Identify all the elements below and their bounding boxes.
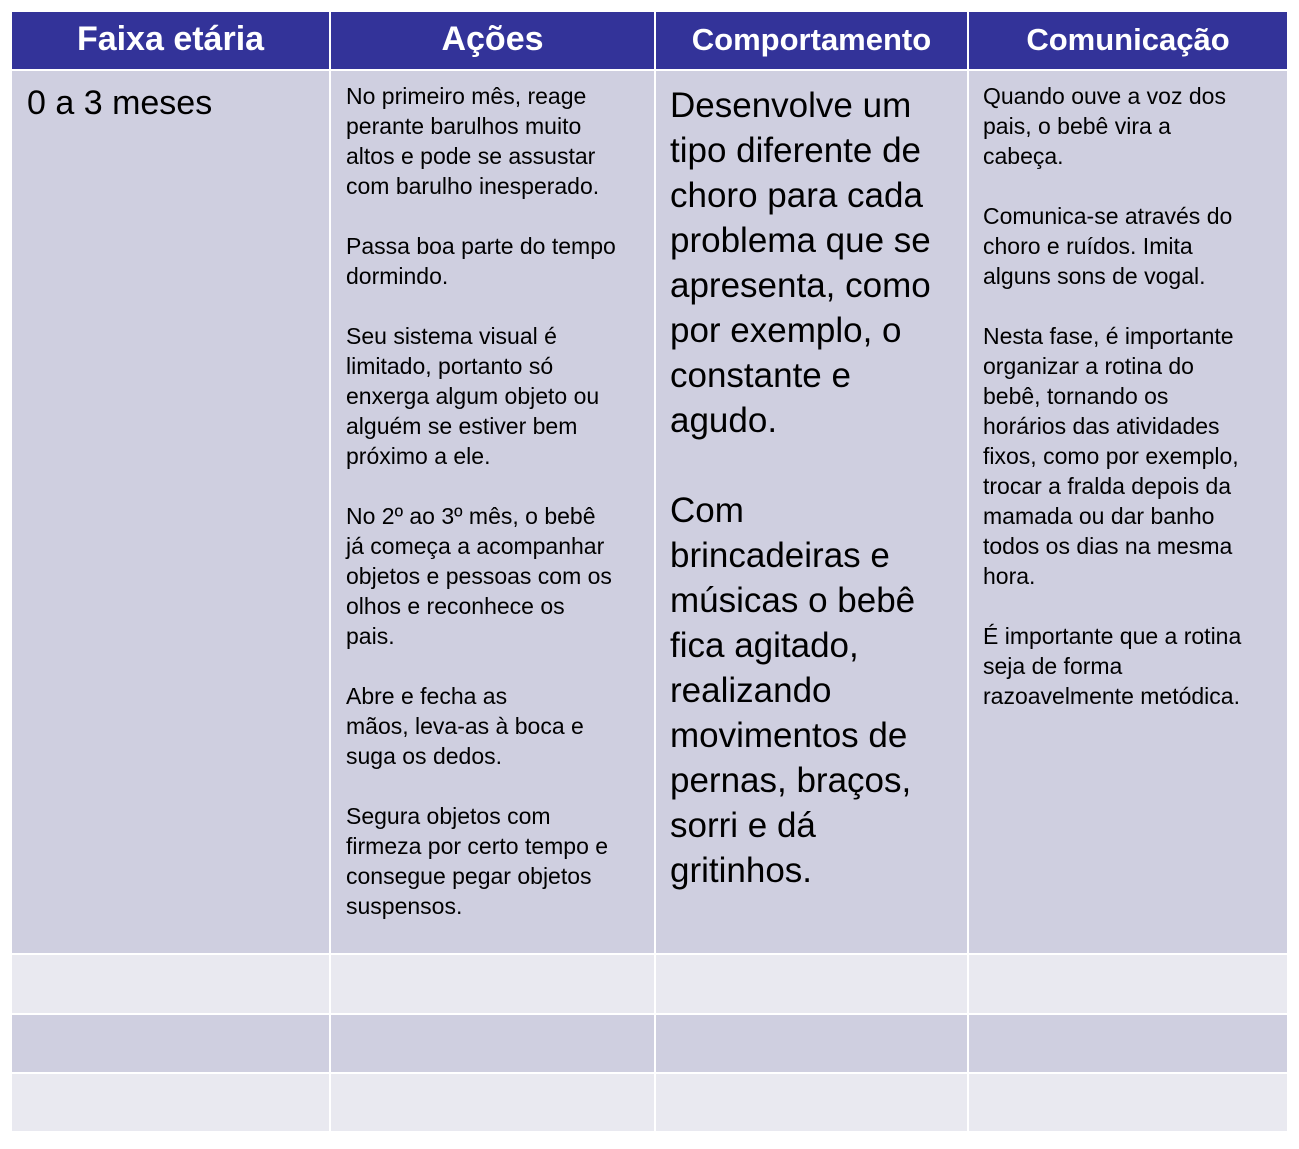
- cell-age: [12, 71, 329, 953]
- acoes-paragraph: Seu sistema visual é limitado, portanto só enxerga algum objeto ou alguém se estiver bem próximo a ele.: [346, 323, 600, 469]
- header-comportamento: [656, 12, 967, 69]
- comportamento-paragraph: Desenvolve um tipo diferente de choro para cada problema que se apresenta, como por exemplo, o constante e agudo.: [670, 86, 931, 440]
- acoes-paragraph: Abre e fecha as mãos, leva-as à boca e suga os dedos.: [346, 683, 584, 769]
- empty-cell: [969, 1015, 1287, 1072]
- acoes-paragraph: No primeiro mês, reage perante barulhos muito altos e pode se assustar com barulho inesperado.: [346, 83, 600, 199]
- header-comunicacao: [969, 12, 1287, 69]
- empty-cell: [656, 955, 967, 1013]
- comunicacao-paragraph: Quando ouve a voz dos pais, o bebê vira a cabeça.: [983, 83, 1226, 169]
- empty-cell: [656, 1074, 967, 1131]
- comunicacao-paragraph: É importante que a rotina seja de forma razoavelmente metódica.: [983, 623, 1242, 709]
- cell-acoes: [331, 71, 654, 953]
- empty-cell: [331, 1015, 654, 1072]
- empty-cell: [969, 1074, 1287, 1131]
- header-acoes: [331, 12, 654, 69]
- age-range-text: 0 a 3 meses: [27, 84, 213, 122]
- cell-comportamento: [656, 71, 967, 953]
- cell-comunicacao: [969, 71, 1287, 953]
- empty-cell: [656, 1015, 967, 1072]
- comunicacao-paragraph: Nesta fase, é importante organizar a rotina do bebê, tornando os horários das atividades fixos, como por exemplo, trocar a fralda depois da mamada ou dar banho todos os dias na mesma hora.: [983, 323, 1239, 589]
- header-comunicacao-label: Comunicação: [1026, 21, 1230, 57]
- comunicacao-paragraph: Comunica-se através do choro e ruídos. Imita alguns sons de vogal.: [983, 203, 1233, 289]
- acoes-paragraph: Segura objetos com firmeza por certo tempo e consegue pegar objetos suspensos.: [346, 803, 609, 919]
- development-table: [12, 12, 1287, 1131]
- acoes-paragraph: Passa boa parte do tempo dormindo.: [346, 233, 616, 289]
- empty-cell: [331, 1074, 654, 1131]
- empty-cell: [12, 1015, 329, 1072]
- header-acoes-label: Ações: [441, 20, 544, 58]
- header-comportamento-label: Comportamento: [691, 21, 932, 57]
- comportamento-paragraph: Com brincadeiras e músicas o bebê fica agitado, realizando movimentos de pernas, braços, sorri e dá gritinhos.: [670, 491, 916, 890]
- empty-cell: [331, 955, 654, 1013]
- header-faixa-etaria: [12, 12, 329, 69]
- empty-cell: [12, 955, 329, 1013]
- empty-cell: [969, 955, 1287, 1013]
- header-faixa-etaria-label: Faixa etária: [76, 20, 265, 58]
- empty-cell: [12, 1074, 329, 1131]
- acoes-paragraph: No 2º ao 3º mês, o bebê já começa a acompanhar objetos e pessoas com os olhos e reconhece os pais.: [346, 503, 612, 649]
